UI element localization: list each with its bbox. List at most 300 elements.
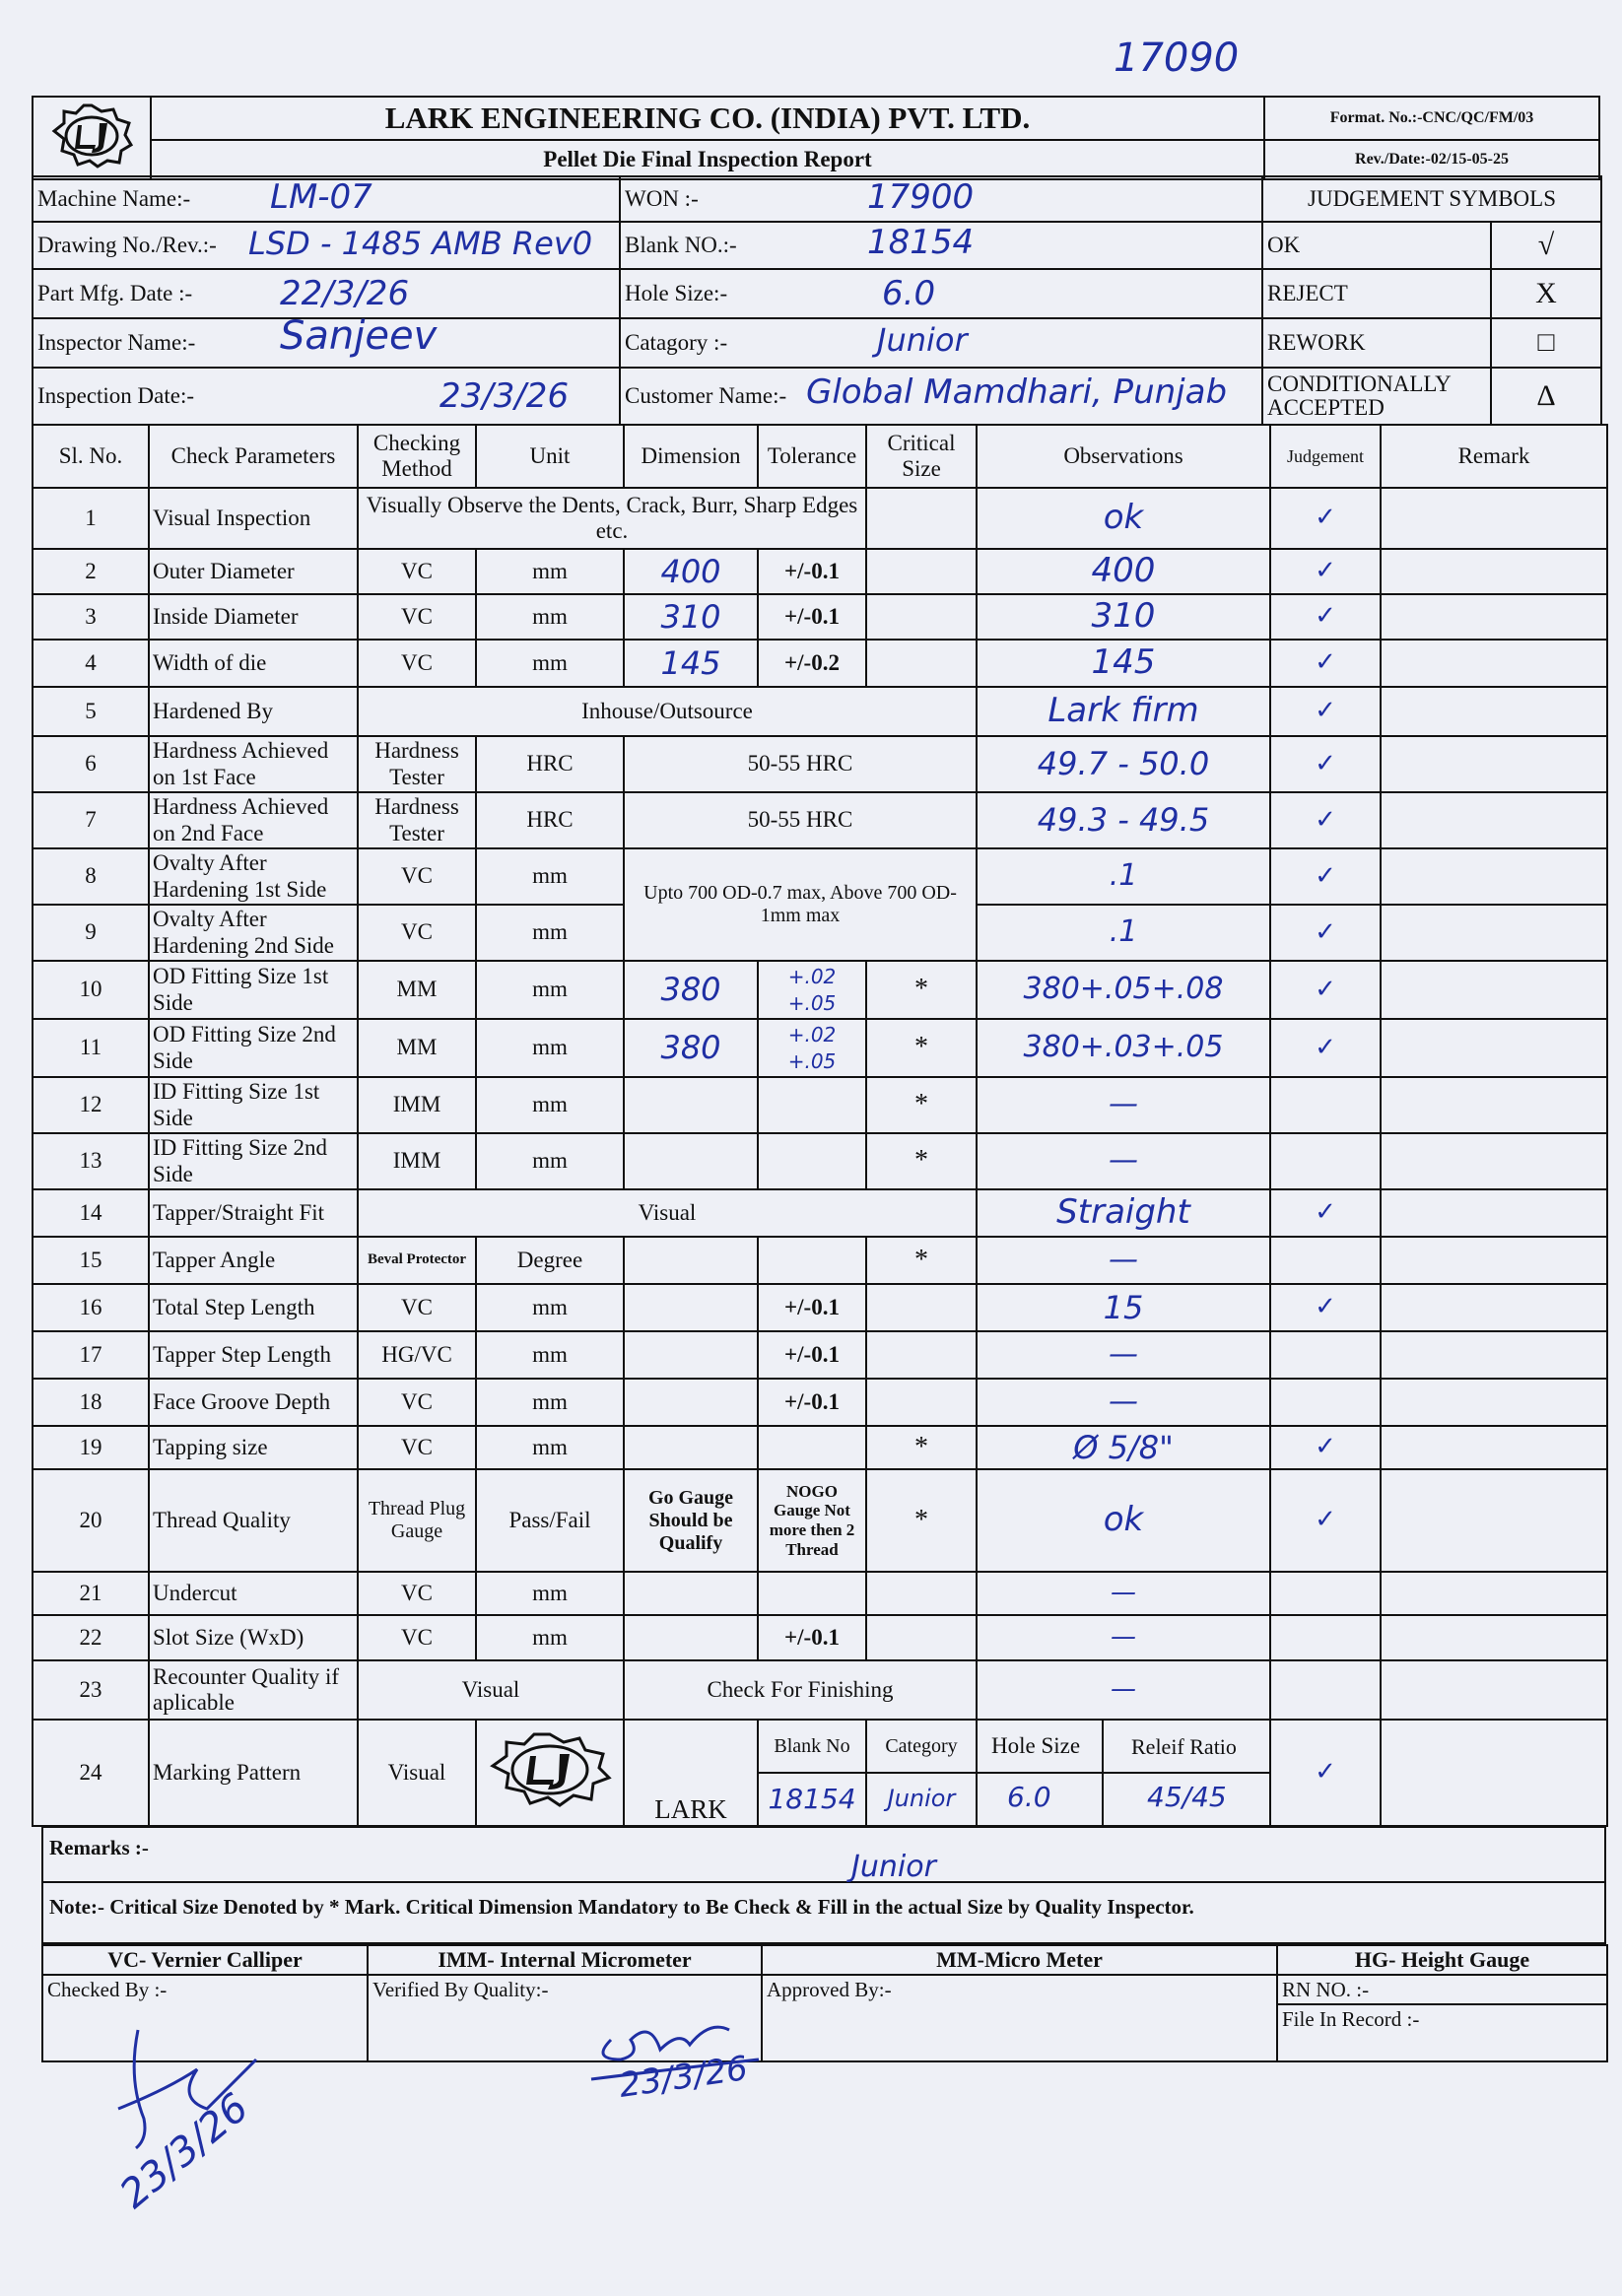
obs-value: — — [1109, 1336, 1138, 1372]
obs-value: .1 — [1109, 858, 1138, 894]
cond-symbol: Δ — [1491, 368, 1601, 425]
col-observations: Observations — [977, 425, 1270, 488]
obs-value: — — [1109, 1384, 1138, 1419]
judge-cell — [1270, 1572, 1381, 1615]
param-cell: Hardness Achieved on 2nd Face — [149, 792, 358, 848]
lark-text: LARK — [624, 1720, 758, 1826]
judge-cell — [1270, 1237, 1381, 1284]
param-cell: Hardened By — [149, 687, 358, 736]
judge-cell — [1270, 488, 1381, 549]
obs-value: 380+.05+.08 — [1023, 972, 1224, 1007]
judge-cell — [1270, 549, 1381, 594]
method-cell: Visual — [358, 1720, 476, 1826]
machine-name-cell — [33, 176, 620, 222]
param-cell: Thread Quality — [149, 1469, 358, 1572]
param-cell: Tapper/Straight Fit — [149, 1189, 358, 1237]
ok-label: OK — [1262, 222, 1491, 269]
judge-cell — [1270, 1077, 1381, 1133]
param-cell: Total Step Length — [149, 1284, 358, 1331]
dim-cell: 50-55 HRC — [624, 736, 977, 792]
obs-cell — [977, 594, 1270, 640]
drawing-cell — [33, 222, 620, 269]
unit-cell: mm — [476, 905, 624, 961]
table-row — [33, 1019, 1607, 1077]
obs-value: — — [1111, 1674, 1136, 1705]
judge-value: ✓ — [1315, 1757, 1336, 1788]
tol-cell — [758, 961, 866, 1019]
method-cell: VC — [358, 848, 476, 905]
table-row — [33, 1426, 1607, 1469]
judge-value: ✓ — [1315, 748, 1336, 778]
insp-date-cell — [33, 368, 620, 425]
obs-value: 49.7 - 50.0 — [1037, 745, 1210, 783]
dim-cell — [624, 1077, 758, 1133]
category-label: Catagory :- — [625, 330, 728, 355]
obs-cell — [977, 1189, 1270, 1237]
table-row — [33, 792, 1607, 848]
dim-cell — [624, 549, 758, 594]
obs-value: 145 — [1091, 642, 1156, 683]
insp-date-label: Inspection Date:- — [37, 383, 195, 408]
remark-cell — [1381, 1237, 1607, 1284]
dim-cell: Go Gauge Should be Qualify — [624, 1469, 758, 1572]
judge-value: ✓ — [1315, 601, 1336, 632]
judge-cell — [1270, 848, 1381, 905]
obs-cell — [977, 640, 1270, 687]
obs-cell — [977, 1379, 1270, 1426]
judge-value: ✓ — [1315, 860, 1336, 891]
obs-cell — [977, 1077, 1270, 1133]
header-row — [33, 425, 1607, 488]
unit-cell: mm — [476, 549, 624, 594]
reject-label: REJECT — [1262, 269, 1491, 318]
judge-cell — [1270, 1133, 1381, 1189]
critical-cell — [866, 1572, 977, 1615]
dim-value: 145 — [660, 643, 721, 682]
unit-cell: mm — [476, 1615, 624, 1660]
tol-cell: NOGO Gauge Not more then 2 Thread — [758, 1469, 866, 1572]
param-cell: Ovalty After Hardening 1st Side — [149, 848, 358, 905]
obs-cell — [977, 905, 1270, 961]
critical-cell — [866, 1331, 977, 1379]
sl-cell: 2 — [33, 549, 149, 594]
obs-cell — [977, 1331, 1270, 1379]
judge-value: ✓ — [1315, 1432, 1336, 1462]
customer-value: Global Mamdhari, Punjab — [806, 372, 1228, 412]
tol-cell — [758, 1133, 866, 1189]
dim-cell — [624, 1615, 758, 1660]
customer-cell — [620, 368, 1262, 425]
table-row — [33, 687, 1607, 736]
mfg-value: 22/3/26 — [280, 274, 410, 313]
drawing-label: Drawing No./Rev.:- — [37, 233, 217, 257]
critical-cell: * — [866, 1469, 977, 1572]
method-cell: MM — [358, 1019, 476, 1077]
unit-cell: mm — [476, 1077, 624, 1133]
unit-cell: mm — [476, 848, 624, 905]
critical-cell: * — [866, 1077, 977, 1133]
remark-cell — [1381, 1660, 1607, 1720]
param-cell: Tapping size — [149, 1426, 358, 1469]
judge-cell — [1270, 1615, 1381, 1660]
legend-hg: HG- Height Gauge — [1277, 1945, 1607, 1975]
unit-cell: mm — [476, 1284, 624, 1331]
method-cell: VC — [358, 1379, 476, 1426]
tol-cell: +/-0.1 — [758, 549, 866, 594]
obs-cell — [977, 792, 1270, 848]
col-method: Checking Method — [358, 425, 476, 488]
category-value: Junior — [877, 321, 968, 359]
format-no: Format. No.:-CNC/QC/FM/03 — [1264, 97, 1599, 140]
obs-cell — [977, 488, 1270, 549]
company-logo — [33, 97, 151, 179]
critical-cell — [866, 1615, 977, 1660]
obs-value: 400 — [1091, 551, 1156, 591]
tol-cell: +/-0.1 — [758, 1379, 866, 1426]
machine-value: LM-07 — [270, 177, 372, 217]
dim-value: 380 — [660, 1029, 721, 1067]
won-value: 17900 — [867, 177, 975, 217]
remark-cell — [1381, 905, 1607, 961]
lark-logo-icon — [44, 101, 139, 170]
table-row — [33, 1284, 1607, 1331]
param-cell: Tapper Angle — [149, 1237, 358, 1284]
dim-value: 400 — [660, 552, 721, 590]
sl-cell: 22 — [33, 1615, 149, 1660]
dim-value: 310 — [660, 597, 721, 636]
judge-cell — [1270, 1019, 1381, 1077]
method-cell: IMM — [358, 1077, 476, 1133]
judge-value: ✓ — [1315, 916, 1336, 947]
blank-value: 18154 — [867, 223, 975, 262]
tol-cell — [758, 1019, 866, 1077]
remark-cell — [1381, 488, 1607, 549]
judge-cell — [1270, 1720, 1381, 1826]
remark-cell — [1381, 1077, 1607, 1133]
dim-cell — [624, 1331, 758, 1379]
unit-cell: mm — [476, 594, 624, 640]
remark-cell — [1381, 1379, 1607, 1426]
table-row — [33, 488, 1607, 549]
remark-cell — [1381, 792, 1607, 848]
method-cell: Beval Protector — [358, 1237, 476, 1284]
dim-cell — [624, 1426, 758, 1469]
sl-cell: 6 — [33, 736, 149, 792]
col-remark: Remark — [1381, 425, 1607, 488]
remark-cell — [1381, 1331, 1607, 1379]
col-unit: Unit — [476, 425, 624, 488]
remark-cell — [1381, 1284, 1607, 1331]
checked-date: 23/3/26 — [111, 2084, 257, 2218]
won-label: WON :- — [625, 186, 699, 211]
tol-cell — [758, 1077, 866, 1133]
judge-cell — [1270, 687, 1381, 736]
judge-value: ✓ — [1315, 804, 1336, 835]
dim-cell — [624, 1237, 758, 1284]
tol-cell — [758, 1237, 866, 1284]
obs-cell — [977, 549, 1270, 594]
sl-cell: 14 — [33, 1189, 149, 1237]
table-row — [33, 1572, 1607, 1615]
table-row — [33, 1237, 1607, 1284]
unit-cell: mm — [476, 1572, 624, 1615]
table-row — [33, 640, 1607, 687]
blank-no-cell — [758, 1773, 866, 1826]
file-in-record: File In Record :- — [1277, 2004, 1607, 2061]
reject-symbol: X — [1491, 269, 1601, 318]
category-value: Junior — [887, 1785, 956, 1813]
method-cell: VC — [358, 549, 476, 594]
approved-by: Approved By:- — [762, 1975, 1277, 2061]
hole-relief-cell — [977, 1773, 1270, 1826]
dim-cell: Check For Finishing — [624, 1660, 977, 1720]
obs-cell — [977, 961, 1270, 1019]
obs-value: Lark firm — [1048, 691, 1199, 731]
unit-cell: mm — [476, 1331, 624, 1379]
critical-cell: * — [866, 1237, 977, 1284]
unit-cell: mm — [476, 640, 624, 687]
table-row — [33, 1189, 1607, 1237]
critical-cell: * — [866, 1426, 977, 1469]
header-table — [32, 96, 1600, 180]
sl-cell: 15 — [33, 1237, 149, 1284]
table-row — [33, 594, 1607, 640]
obs-cell — [977, 1133, 1270, 1189]
critical-cell — [866, 1284, 977, 1331]
param-cell: Slot Size (WxD) — [149, 1615, 358, 1660]
remarks-label: Remarks :- — [49, 1836, 149, 1859]
rev-date: Rev./Date:-02/15-05-25 — [1264, 140, 1599, 179]
checked-by: Checked By :- — [42, 1975, 368, 2061]
note-box: Note:- Critical Size Denoted by * Mark. Critical Dimension Mandatory to Be Check & Fill in the actual Size by Quality Inspector. — [41, 1883, 1606, 1944]
sl-cell: 23 — [33, 1660, 149, 1720]
method-cell: VC — [358, 594, 476, 640]
tol-cell: +/-0.1 — [758, 594, 866, 640]
unit-cell: mm — [476, 1019, 624, 1077]
info-table — [32, 175, 1602, 426]
judge-cell — [1270, 1331, 1381, 1379]
legend-vc: VC- Vernier Calliper — [42, 1945, 368, 1975]
page-number: 17090 — [1114, 35, 1240, 81]
tol-cell: +/-0.1 — [758, 1284, 866, 1331]
table-row — [33, 1331, 1607, 1379]
judge-value: ✓ — [1315, 974, 1336, 1004]
table-row — [33, 961, 1607, 1019]
cond-label: CONDITIONALLY ACCEPTED — [1262, 368, 1491, 425]
judge-cell — [1270, 792, 1381, 848]
tol-value: +.02 +.05 — [787, 965, 837, 1015]
method-cell: VC — [358, 1426, 476, 1469]
sl-cell: 4 — [33, 640, 149, 687]
dim-cell — [624, 1284, 758, 1331]
remark-cell — [1381, 961, 1607, 1019]
dim-cell — [624, 1572, 758, 1615]
param-cell: Inside Diameter — [149, 594, 358, 640]
remark-cell — [1381, 736, 1607, 792]
tol-cell — [758, 1572, 866, 1615]
tol-cell — [758, 1426, 866, 1469]
unit-cell: Pass/Fail — [476, 1469, 624, 1572]
critical-cell: * — [866, 1019, 977, 1077]
table-row — [33, 1660, 1607, 1720]
unit-cell: mm — [476, 1426, 624, 1469]
machine-label: Machine Name:- — [37, 186, 191, 211]
dim-cell — [624, 961, 758, 1019]
table-row — [33, 1615, 1607, 1660]
sl-cell: 1 — [33, 488, 149, 549]
hole-value: 6.0 — [882, 274, 936, 313]
obs-cell — [977, 1426, 1270, 1469]
judge-cell — [1270, 736, 1381, 792]
sl-cell: 13 — [33, 1133, 149, 1189]
col-judgement: Judgement — [1270, 425, 1381, 488]
unit-cell: mm — [476, 1379, 624, 1426]
sl-cell: 10 — [33, 961, 149, 1019]
hole-size-header: Hole Size — [991, 1732, 1081, 1758]
drawing-value: LSD - 1485 AMB Rev0 — [248, 225, 593, 262]
sl-cell: 18 — [33, 1379, 149, 1426]
mfg-label: Part Mfg. Date :- — [37, 281, 193, 305]
judge-value: ✓ — [1315, 1197, 1336, 1228]
unit-cell: HRC — [476, 792, 624, 848]
dim-value: 380 — [660, 971, 721, 1009]
tol-cell: +/-0.1 — [758, 1615, 866, 1660]
param-cell: Recounter Quality if aplicable — [149, 1660, 358, 1720]
critical-cell: * — [866, 1133, 977, 1189]
won-cell — [620, 176, 1262, 222]
hole-relief-header-cell — [977, 1720, 1270, 1773]
judge-value: ✓ — [1315, 696, 1336, 726]
sl-cell: 20 — [33, 1469, 149, 1572]
obs-cell — [977, 1284, 1270, 1331]
table-row — [33, 549, 1607, 594]
judge-value: ✓ — [1315, 1292, 1336, 1322]
relief-ratio-value: 45/45 — [1147, 1781, 1227, 1813]
judge-value: ✓ — [1315, 1032, 1336, 1062]
method-cell: VC — [358, 905, 476, 961]
remark-cell — [1381, 594, 1607, 640]
obs-cell — [977, 736, 1270, 792]
remark-cell — [1381, 1189, 1607, 1237]
judge-value: ✓ — [1315, 556, 1336, 586]
param-cell: ID Fitting Size 1st Side — [149, 1077, 358, 1133]
judge-value: ✓ — [1315, 503, 1336, 533]
inspection-table — [32, 424, 1608, 1827]
remarks-box — [41, 1826, 1606, 1883]
inspector-value: Sanjeev — [280, 313, 438, 359]
method-cell: Inhouse/Outsource — [358, 687, 977, 736]
table-row — [33, 1469, 1607, 1572]
remark-cell — [1381, 848, 1607, 905]
sl-cell: 8 — [33, 848, 149, 905]
table-row — [33, 1379, 1607, 1426]
rework-symbol: □ — [1491, 318, 1601, 368]
method-cell: Hardness Tester — [358, 736, 476, 792]
obs-cell — [977, 1019, 1270, 1077]
param-cell: Width of die — [149, 640, 358, 687]
lark-marking-logo-icon — [481, 1730, 619, 1809]
tol-cell: +/-0.2 — [758, 640, 866, 687]
company-name: LARK ENGINEERING CO. (INDIA) PVT. LTD. — [151, 97, 1264, 140]
sl-cell: 17 — [33, 1331, 149, 1379]
obs-value: 380+.03+.05 — [1023, 1030, 1224, 1065]
remark-cell — [1381, 640, 1607, 687]
obs-value: .1 — [1109, 914, 1138, 950]
table-row — [33, 848, 1607, 905]
judge-value: ✓ — [1315, 647, 1336, 678]
obs-cell — [977, 1615, 1270, 1660]
dim-cell — [624, 1379, 758, 1426]
col-critical: Critical Size — [866, 425, 977, 488]
sl-cell: 12 — [33, 1077, 149, 1133]
judge-value: ✓ — [1315, 1505, 1336, 1535]
param-cell: OD Fitting Size 1st Side — [149, 961, 358, 1019]
method-cell: Hardness Tester — [358, 792, 476, 848]
table-row — [33, 1133, 1607, 1189]
inspector-cell — [33, 313, 620, 368]
category-cell — [620, 318, 1262, 368]
obs-value: ok — [1103, 498, 1144, 538]
judge-cell — [1270, 1660, 1381, 1720]
blank-cell — [620, 222, 1262, 269]
tol-cell: +/-0.1 — [758, 1331, 866, 1379]
dim-cell: Upto 700 OD-0.7 max, Above 700 OD-1mm max — [624, 848, 977, 961]
obs-value: — — [1109, 1143, 1138, 1179]
marking-logo-cell — [476, 1720, 624, 1826]
obs-value: 49.3 - 49.5 — [1037, 801, 1210, 840]
unit-cell: mm — [476, 961, 624, 1019]
sl-cell: 19 — [33, 1426, 149, 1469]
judge-cell — [1270, 640, 1381, 687]
param-cell: OD Fitting Size 2nd Side — [149, 1019, 358, 1077]
obs-value: Straight — [1056, 1192, 1190, 1233]
verified-by: Verified By Quality:- — [368, 1975, 762, 2061]
col-sl: Sl. No. — [33, 425, 149, 488]
blank-no-value: 18154 — [768, 1782, 856, 1815]
mfg-cell — [33, 269, 620, 318]
param-cell: Marking Pattern — [149, 1720, 358, 1826]
method-cell: Thread Plug Gauge — [358, 1469, 476, 1572]
param-cell: Visual Inspection — [149, 488, 358, 549]
param-cell: Tapper Step Length — [149, 1331, 358, 1379]
remark-cell — [1381, 1426, 1607, 1469]
judge-cell — [1270, 905, 1381, 961]
verified-date: 23/3/26 — [616, 2049, 751, 2106]
critical-cell — [866, 488, 977, 549]
col-dimension: Dimension — [624, 425, 758, 488]
obs-value: — — [1111, 1578, 1136, 1608]
dim-cell — [624, 594, 758, 640]
dim-cell — [624, 1133, 758, 1189]
sl-cell: 24 — [33, 1720, 149, 1826]
critical-cell: * — [866, 961, 977, 1019]
remark-cell — [1381, 687, 1607, 736]
judge-cell — [1270, 1469, 1381, 1572]
remarks-value: Junior — [851, 1850, 936, 1884]
param-cell: Hardness Achieved on 1st Face — [149, 736, 358, 792]
judge-cell — [1270, 1426, 1381, 1469]
table-row — [33, 736, 1607, 792]
critical-cell — [866, 594, 977, 640]
sl-cell: 7 — [33, 792, 149, 848]
hole-size-value: 6.0 — [1007, 1781, 1051, 1813]
remark-cell — [1381, 1133, 1607, 1189]
method-cell: HG/VC — [358, 1331, 476, 1379]
unit-cell: Degree — [476, 1237, 624, 1284]
legend-imm: IMM- Internal Micrometer — [368, 1945, 762, 1975]
table-row — [33, 1720, 1607, 1773]
sl-cell: 11 — [33, 1019, 149, 1077]
